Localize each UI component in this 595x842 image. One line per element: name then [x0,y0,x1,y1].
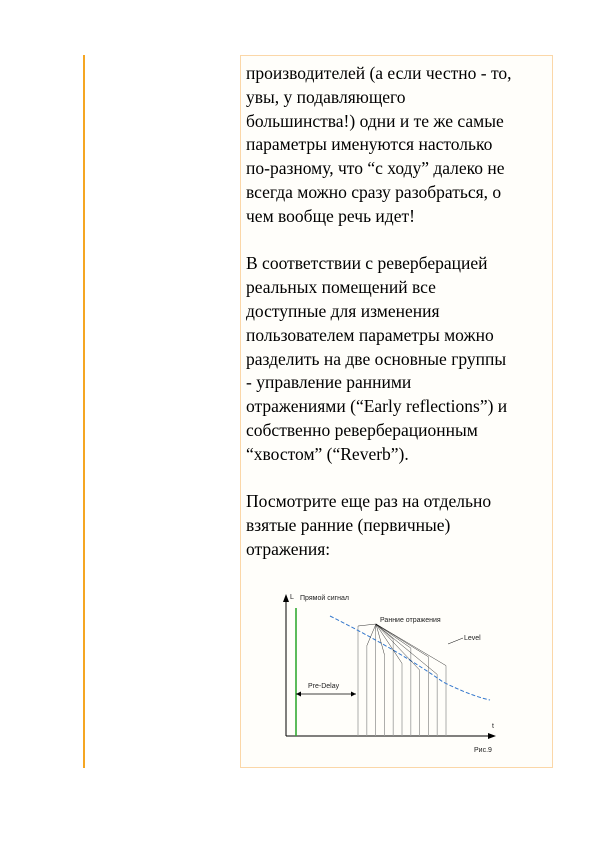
predelay-arrow-right [351,692,356,697]
level-label: Level [464,635,481,642]
reflections-diagram [268,586,503,756]
level-label-pointer [448,638,463,644]
body-text [246,62,550,586]
margin-accent-line [83,55,85,768]
reflection-pointer [376,624,437,674]
x-axis-arrow [488,733,496,739]
reflection-pointer [376,624,402,663]
y-axis-arrow [283,594,289,602]
paragraph-2: В соответствии с реверберацией реальных помещений все доступные для изменения пользователем параметры можно разделить на две основные группы - управление ранними отражениями (“Early reflections”) и собственно реверберационным “хвостом” (“Reverb”). [246,253,508,464]
y-axis-label: L [290,594,294,601]
reflection-pointer [358,624,376,626]
early-reflection-lines [358,626,446,736]
reflections-figure [268,586,503,756]
paragraph-3: Посмотрите еще раз на отдельно взятые ранние (первичные) отражения: [246,491,492,559]
predelay-label: Pre-Delay [308,683,340,690]
figure-caption: Рис.9 [474,747,492,754]
reflection-pointer [367,624,376,646]
early-reflections-label: Ранние отражения [380,617,441,624]
x-axis-label: t [492,723,494,730]
level-envelope-curve [330,616,490,700]
direct-signal-label: Прямой сигнал [300,595,350,602]
paragraph-1: производителей (а если честно - то, увы, у подавляющего большинства!) одни и те же самые параметры именуются настолько по-разному, что “с ходу” далеко не всегда можно сразу разобраться, о чем вообще речь идет! [246,63,512,226]
